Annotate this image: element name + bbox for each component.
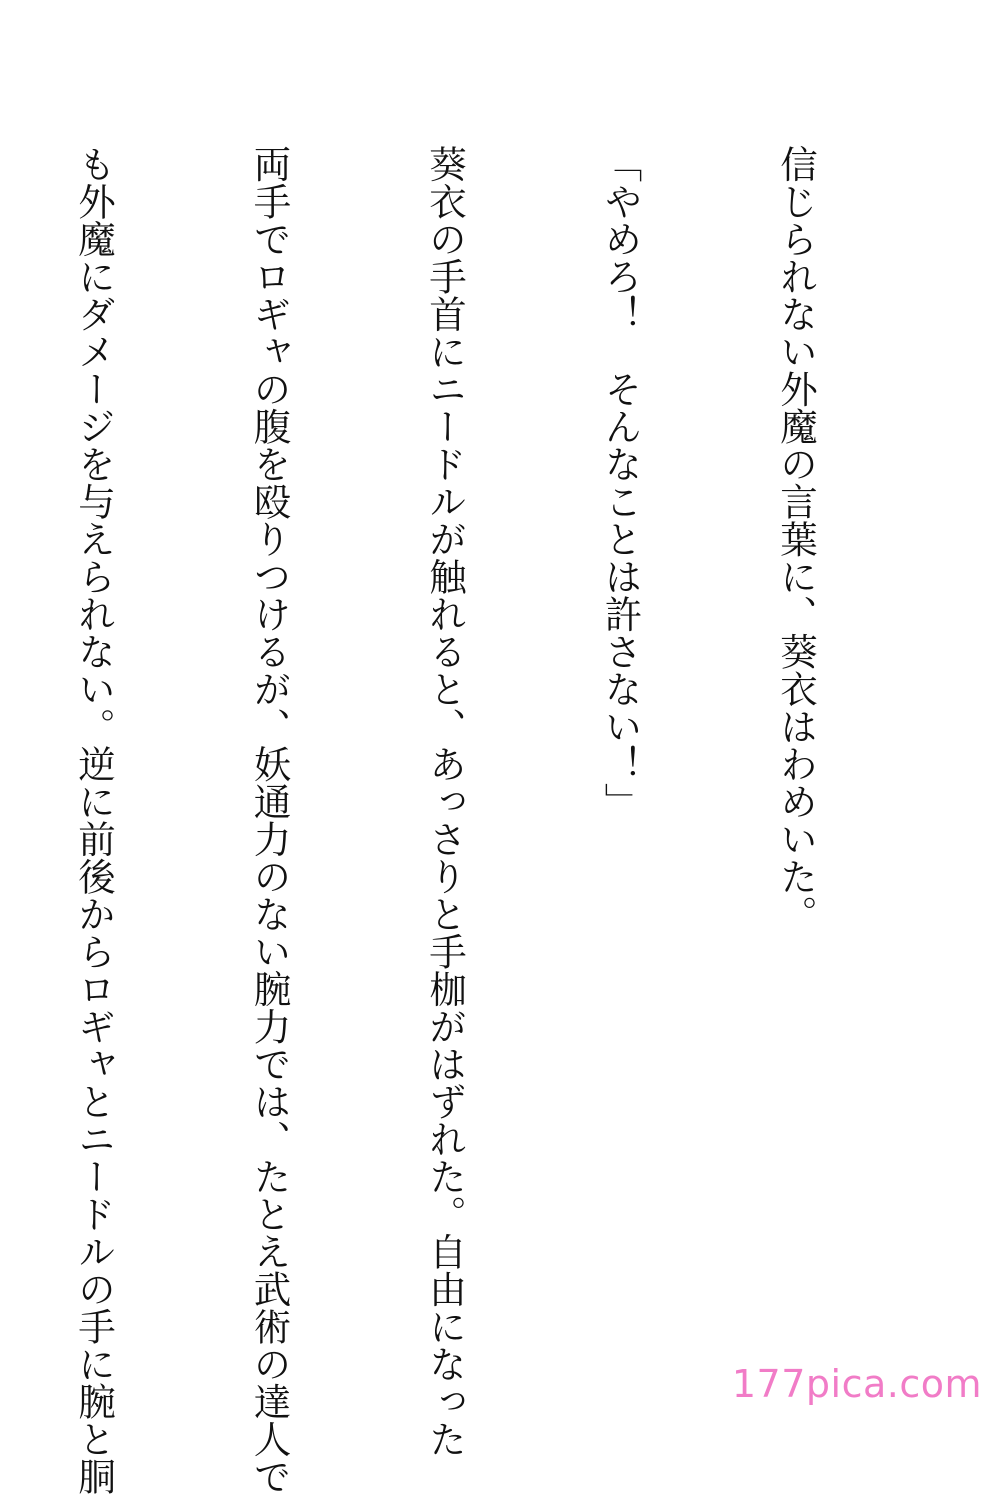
text-column: 信じられない外魔の言葉に、葵衣はわめいた。: [774, 145, 818, 933]
text-column: 「やめろ！ そんなことは許さない！」: [598, 145, 643, 820]
watermark-text: 177pica.com: [731, 1362, 982, 1406]
text-column: 葵衣の手首にニードルが触れると、あっさりと手枷がはずれた。自由になった: [423, 145, 467, 1458]
text-column: 両手でロギャの腹を殴りつけるが、妖通力のない腕力では、たとえ武術の達人で: [247, 145, 292, 1495]
text-column: も外魔にダメージを与えられない。逆に前後からロギャとニードルの手に腕と胴: [72, 145, 116, 1495]
